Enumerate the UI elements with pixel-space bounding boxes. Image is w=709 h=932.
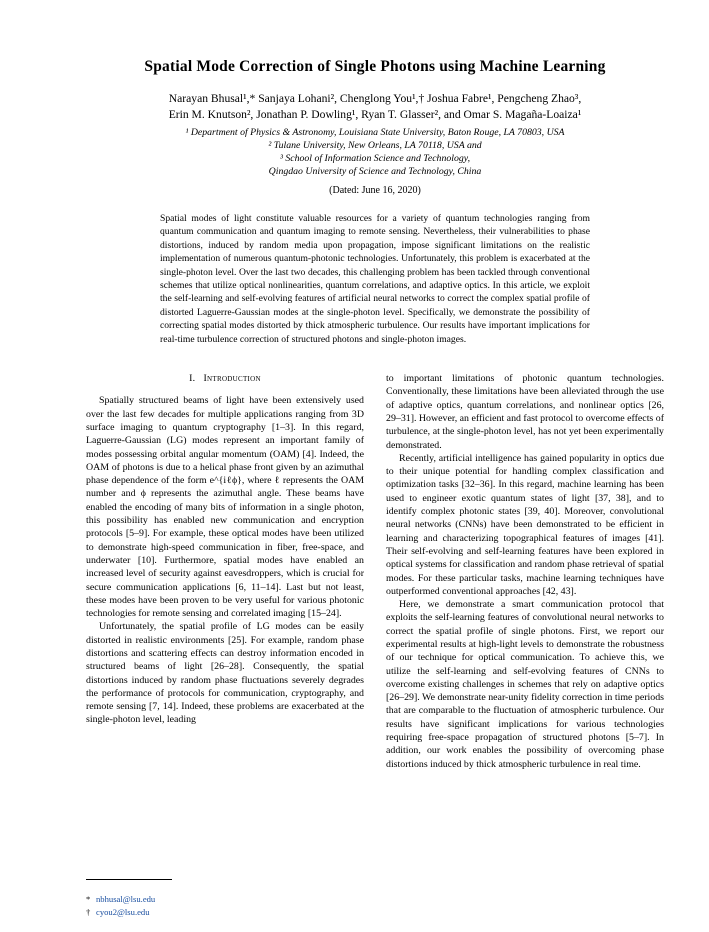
author-line-1: Narayan Bhusal¹,* Sanjaya Lohani², Chenglong You¹,† Joshua Fabre¹, Pengcheng Zhao³,: [168, 92, 582, 105]
paragraph: Recently, artificial intelligence has gained popularity in optics due to their unique potential for handling complex classification and optimization tasks [32–36]. In this regard, machine learning has been used to engineer exotic quantum states of light [37, 38], and to identify complex photonic states [39, 40]. Moreover, convolutional neural networks (CNNs) have been demonstrated to be efficient in learning and characterizing topographical features of images [41]. Their self-evolving and self-learning features have been explored in optical systems for classification and random phase retrieval of spatial modes. For these particular tasks, machine learning techniques have outperformed conventional approaches [42, 43].: [386, 452, 664, 597]
affiliation-4: Qingdao University of Science and Technology, China: [268, 166, 482, 177]
footnote-email-link[interactable]: cyou2@lsu.edu: [96, 906, 150, 917]
footnote-email-link[interactable]: nbhusal@lsu.edu: [96, 894, 156, 904]
abstract-text: Spatial modes of light constitute valuable resources for a variety of quantum technologies ranging from quantum communication and quantum imaging to remote sensing. Nevertheless, their vulnerabilities to phase distortions, induced by random media upon propagation, impose significant limitations on the realistic implementation of numerous quantum-photonic technologies. Unfortunately, this problem is exacerbated at the single-photon level. Over the last two decades, this challenging problem has been tackled through conventional schemes that utilize optical nonlinearities, quantum correlations, and adaptive optics. In this article, we exploit the self-learning and self-evolving features of artificial neural networks to correct the complex spatial profile of distorted Laguerre-Gaussian modes at the single-photon level. Specifically, we demonstrate the possibility of correcting spatial modes distorted by thick atmospheric turbulence. Our results have important implications for real-time turbulence correction of structured photons and single-photon images.: [160, 213, 590, 345]
publication-date: (Dated: June 16, 2020): [329, 185, 421, 196]
two-column-body: [86, 372, 664, 917]
right-column: [386, 372, 664, 917]
footnote-marker: †: [86, 906, 91, 917]
affiliation-3: ³ School of Information Science and Technology,: [279, 153, 471, 164]
paragraph: Spatially structured beams of light have been extensively used over the last few decades for multiple applications ranging from 3D surface imaging to quantum cryptography [1–3]. In this regard, Laguerre-Gaussian (LG) modes represent an important family of modes possessing orbital angular momentum (OAM) [4]. Indeed, the OAM of photons is due to a helical phase front given by an azimuthal phase dependence of the form e^{iℓϕ}, where ℓ represents the OAM number and ϕ represents the azimuthal angle. These beams have enabled the encoding of many bits of information in a single photon, this possibility has enabled new communication and encryption protocols [5–9]. For example, these optical modes have been utilized to demonstrate high-speed communication in fiber, free-space, and underwater [10]. Furthermore, spatial modes have enabled an increased level of security against eavesdroppers, which is crucial for secure communication applications [6, 11–14]. Last but not least, these modes have been proven to be very useful for various photonic technologies for remote sensing and correlated imaging [15–24].: [86, 395, 364, 620]
paragraph: to important limitations of photonic quantum technologies. Conventionally, these limitations have been alleviated through the use of adaptive optics, quantum correlations, and nonlinear optics [26, 29–31]. However, an efficient and fast protocol to overcome effects of turbulence, at the single-photon level, has not yet been experimentally demonstrated.: [386, 373, 664, 451]
paragraph: Here, we demonstrate a smart communication protocol that exploits the self-learning features of convolutional neural networks to correct the spatial profile of single photons. First, we report our experimental results at high-light levels to demonstrate the robustness of our technique for optical communication. To achieve this, we utilize the self-learning and self-evolving features of CNNs to overcome existing challenges in schemes that rely on adaptive optics [26–29]. We demonstrate near-unity fidelity correction in time periods that are comparable to the fluctuation of atmospheric turbulence. Our results have significant implications for various technologies requiring free-space propagation of structured photons [5–7]. In addition, our work enables the possibility of overcoming phase distortions induced by thick atmospheric turbulence in real time.: [386, 599, 664, 770]
section-heading-introduction: [86, 372, 364, 385]
footnote-separator: [86, 879, 172, 880]
affiliation-block: [86, 126, 664, 178]
page-title: Spatial Mode Correction of Single Photons using Machine Learning: [144, 58, 606, 75]
paper-content: [86, 0, 664, 932]
paragraph: Unfortunately, the spatial profile of LG modes can be easily distorted in realistic environments [25]. For example, random phase distortions and scattering effects can destroy information encoded in structured beams of light [26–28]. Consequently, the spatial distortions induced by random phase fluctuations severely degrades the performance of protocols for communication, cryptography, and remote sensing [7, 14]. Indeed, these problems are exacerbated at the single-photon level, leading: [86, 621, 364, 726]
footnote-block: [86, 893, 155, 918]
section-number: I.: [189, 373, 196, 385]
footnote-marker: *: [86, 894, 91, 904]
author-line-2: Erin M. Knutson², Jonathan P. Dowling¹, Ryan T. Glasser², and Omar S. Magaña-Loaiza¹: [168, 107, 582, 121]
affiliation-2: ² Tulane University, New Orleans, LA 70118, USA and: [268, 140, 482, 151]
footnote-item: [86, 893, 155, 906]
left-column: [86, 372, 364, 917]
author-list: [86, 91, 664, 122]
footnote-item: [86, 906, 155, 919]
affiliation-1: ¹ Department of Physics & Astronomy, Louisiana State University, Baton Rouge, LA 70803, USA: [185, 127, 565, 138]
section-title: Introduction: [203, 373, 261, 385]
